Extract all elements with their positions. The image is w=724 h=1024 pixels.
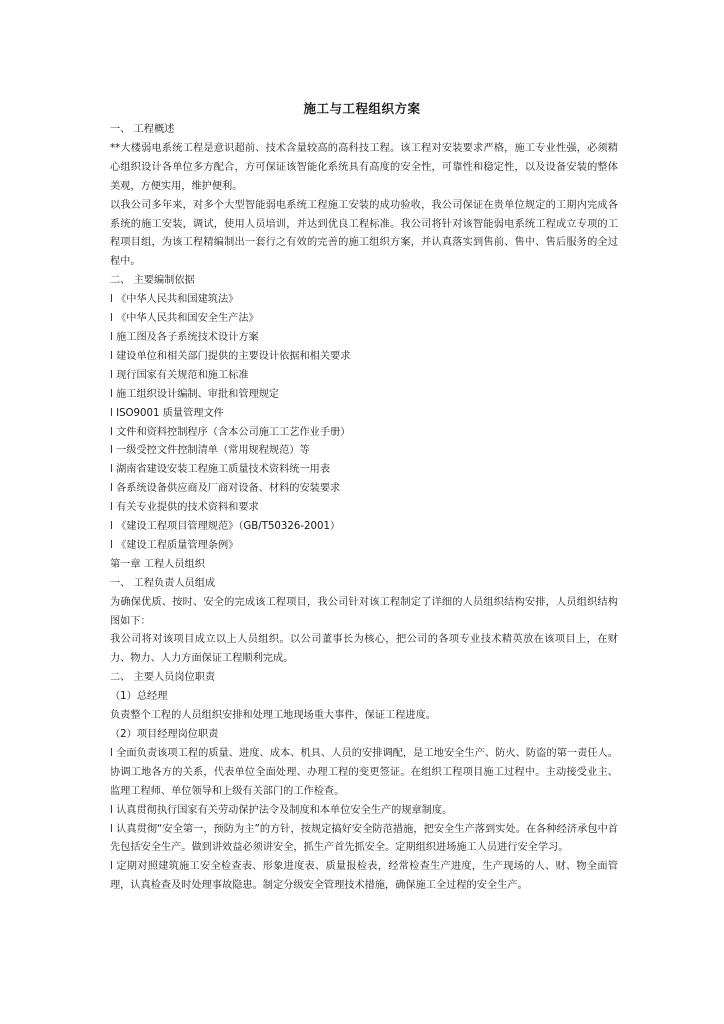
- paragraph: 为确保优质、按时、安全的完成该工程项目，我公司针对该工程制定了详细的人员组织结构安排，人员组织结构图如下：: [110, 596, 618, 627]
- paragraph: 我公司将对该项目成立以上人员组织。以公司董事长为核心，把公司的各项专业技术精英放在该项目上，在财力、物力、人力方面保证工程顺利完成。: [110, 634, 618, 665]
- list-item: l 《建设工程项目管理规范》（GB/T50326-2001）: [110, 521, 341, 533]
- list-item: l 一级受控文件控制清单（常用规程规范）等: [110, 445, 310, 457]
- list-item: l 全面负责该项工程的质量、进度、成本、机具、人员的安排调配，是工地安全生产、防火、防盗的第一责任人。协调工地各方的关系，代表单位全面处理、办理工程的变更签证。在组织工程项目施工过程中。主动接受业主、监理工程师、单位领导和上级有关部门的工作检查。: [110, 747, 618, 797]
- list-item: l 认真贯彻“安全第一，预防为主”的方针，按规定搞好安全防范措施，把安全生产落到实处。在各种经济承包中首先包括安全生产。做到讲效益必须讲安全，抓生产首先抓安全。定期组织进场施工人员进行安全学习。: [110, 823, 618, 854]
- list-item: l 施工组织设计编制、审批和管理规定: [110, 388, 280, 400]
- list-item: l 有关专业提供的技术资料和要求: [110, 502, 259, 514]
- list-item: l 《中华人民共和国建筑法》: [110, 294, 239, 306]
- list-item: l 认真贯彻执行国家有关劳动保护法令及制度和本单位安全生产的规章制度。: [110, 804, 453, 816]
- paragraph: 负责整个工程的人员组织安排和处理工地现场重大事件，保证工程进度。: [110, 710, 436, 722]
- section-heading: 二、 主要人员岗位职责: [110, 672, 216, 684]
- list-item: l 现行国家有关规范和施工标准: [110, 369, 249, 381]
- subsection-heading: （2）项目经理岗位职责: [110, 729, 219, 740]
- paragraph: **大楼弱电系统工程是意识超前、技术含量较高的高科技工程。该工程对安装要求严格，施工专业性强，必须精心组织设计各单位多方配合，方可保证该智能化系统具有高度的安全性，可靠性和稳定性，以及设备安装的整体美观，方便实用，维护便利。: [110, 142, 618, 192]
- section-heading: 一、 工程负责人员组成: [110, 577, 216, 589]
- section-heading: 二、 主要编制依据: [110, 275, 195, 287]
- subsection-heading: （1）总经理: [110, 691, 168, 703]
- list-item: l 建设单位和相关部门提供的主要设计依据和相关要求: [110, 350, 351, 362]
- list-item: l 《建设工程质量管理条例》: [110, 539, 239, 551]
- document-body: [110, 121, 618, 896]
- list-item: l 定期对照建筑施工安全检查表、形象进度表、质量报检表，经常检查生产进度，生产现场的人、财、物全面管理，认真检查及时处理事故隐患。制定分级安全管理技术措施，确保施工全过程的安全生产。: [110, 861, 618, 892]
- page-title: 施工与工程组织方案: [303, 101, 421, 116]
- list-item: l ISO9001 质量管理文件: [110, 407, 224, 419]
- paragraph: 以我公司多年来，对多个大型智能弱电系统工程施工安装的成功验收，我公司保证在贵单位规定的工期内完成各系统的施工安装，调试，使用人员培训，并达到优良工程标准。我公司将针对该智能弱电系统工程成立专项的工程项目组，为该工程精编制出一套行之有效的完善的施工组织方案，并认真落实到售前、售中、售后服务的全过程中。: [110, 199, 618, 268]
- section-heading: 一、 工程概述: [110, 124, 175, 135]
- list-item: l 各系统设备供应商及厂商对设备、材料的安装要求: [110, 483, 341, 495]
- list-item: l 《中华人民共和国安全生产法》: [110, 313, 259, 325]
- list-item: l 施工图及各子系统技术设计方案: [110, 331, 259, 343]
- chapter-heading: 第一章 工程人员组织: [110, 558, 205, 570]
- list-item: l 文件和资料控制程序（含本公司施工工艺作业手册）: [110, 426, 351, 438]
- list-item: l 湖南省建设安装工程施工质量技术资料统一用表: [110, 464, 331, 476]
